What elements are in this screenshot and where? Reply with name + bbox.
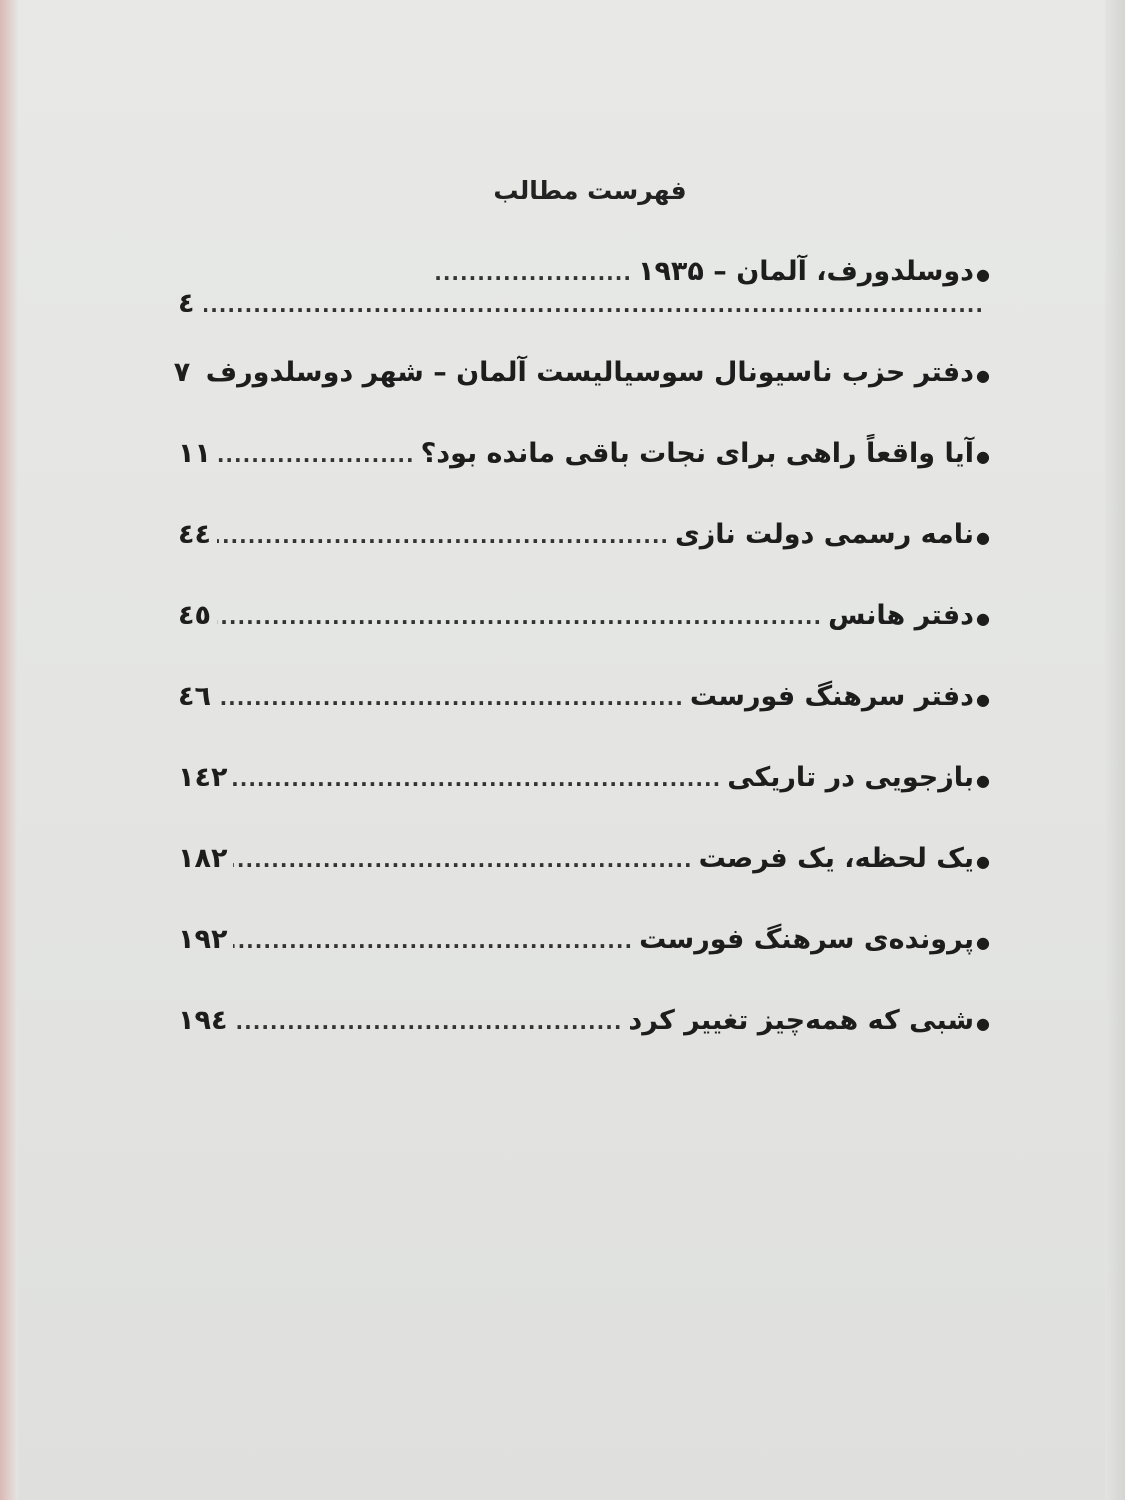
leader-dots: [233, 921, 633, 961]
toc-entry[interactable]: [178, 839, 990, 879]
toc-entry[interactable]: [173, 353, 990, 393]
toc-entry[interactable]: [178, 758, 990, 798]
book-edge: [0, 0, 18, 1500]
bullet-icon: ●: [976, 1014, 990, 1033]
leader-dots: [217, 435, 415, 475]
table-of-contents: [173, 252, 990, 1082]
entry-title: آیا واقعاً راهی برای نجات باقی مانده بود؟: [420, 438, 975, 469]
entry-title: بازجویی در تاریکی: [727, 762, 975, 793]
toc-entry[interactable]: [178, 434, 990, 474]
bullet-icon: ●: [976, 609, 990, 628]
leader-dots: [233, 759, 721, 799]
page-edge: [1105, 0, 1125, 1500]
entry-title: یک لحظه، یک فرصت: [698, 843, 975, 874]
entry-title: نامه رسمی دولت نازی: [675, 519, 975, 550]
bullet-icon: ●: [976, 366, 990, 385]
bullet-icon: ●: [976, 771, 990, 790]
leader-dots: [217, 597, 822, 637]
page-number: ٤: [178, 288, 195, 319]
page-number: ۱۹٤: [178, 1005, 228, 1036]
page-number: ٤٤: [178, 519, 211, 550]
page-number: ٤٥: [178, 600, 211, 631]
bullet-icon: ●: [976, 265, 990, 284]
page-number: ۱٤۲: [178, 762, 228, 793]
leader-dots: [233, 1002, 622, 1042]
page-number: ۷: [173, 357, 191, 388]
entry-title: دفتر حزب ناسیونال سوسیالیست آلمان – شهر دوسلدورف: [205, 357, 975, 388]
bullet-icon: ●: [976, 852, 990, 871]
leader-dots: [217, 516, 669, 556]
toc-entry[interactable]: [178, 596, 990, 636]
leader-dots: [204, 285, 984, 325]
page-title: فهرست مطالب: [493, 176, 687, 205]
bullet-icon: ●: [976, 690, 990, 709]
entry-title: پرونده‌ی سرهنگ فورست: [639, 924, 975, 955]
entry-title: دفتر سرهنگ فورست: [689, 681, 975, 712]
toc-entry[interactable]: [178, 1001, 990, 1041]
entry-title: دوسلدورف، آلمان – ۱۹۳۵: [637, 256, 975, 287]
page-number: ۱۹۲: [178, 924, 228, 955]
page-number: ٤٦: [178, 681, 211, 712]
bullet-icon: ●: [976, 447, 990, 466]
entry-title: شبی که همه‌چیز تغییر کرد: [628, 1005, 975, 1036]
toc-entry[interactable]: [178, 252, 990, 324]
toc-entry[interactable]: [178, 920, 990, 960]
page-number: ۱۱: [178, 438, 211, 469]
toc-entry[interactable]: [178, 677, 990, 717]
bullet-icon: ●: [976, 528, 990, 547]
leader-dots: [217, 678, 684, 718]
leader-dots: [233, 840, 692, 880]
page-number: ۱۸۲: [178, 843, 228, 874]
entry-title: دفتر هانس: [828, 600, 975, 631]
toc-entry[interactable]: [178, 515, 990, 555]
bullet-icon: ●: [976, 933, 990, 952]
